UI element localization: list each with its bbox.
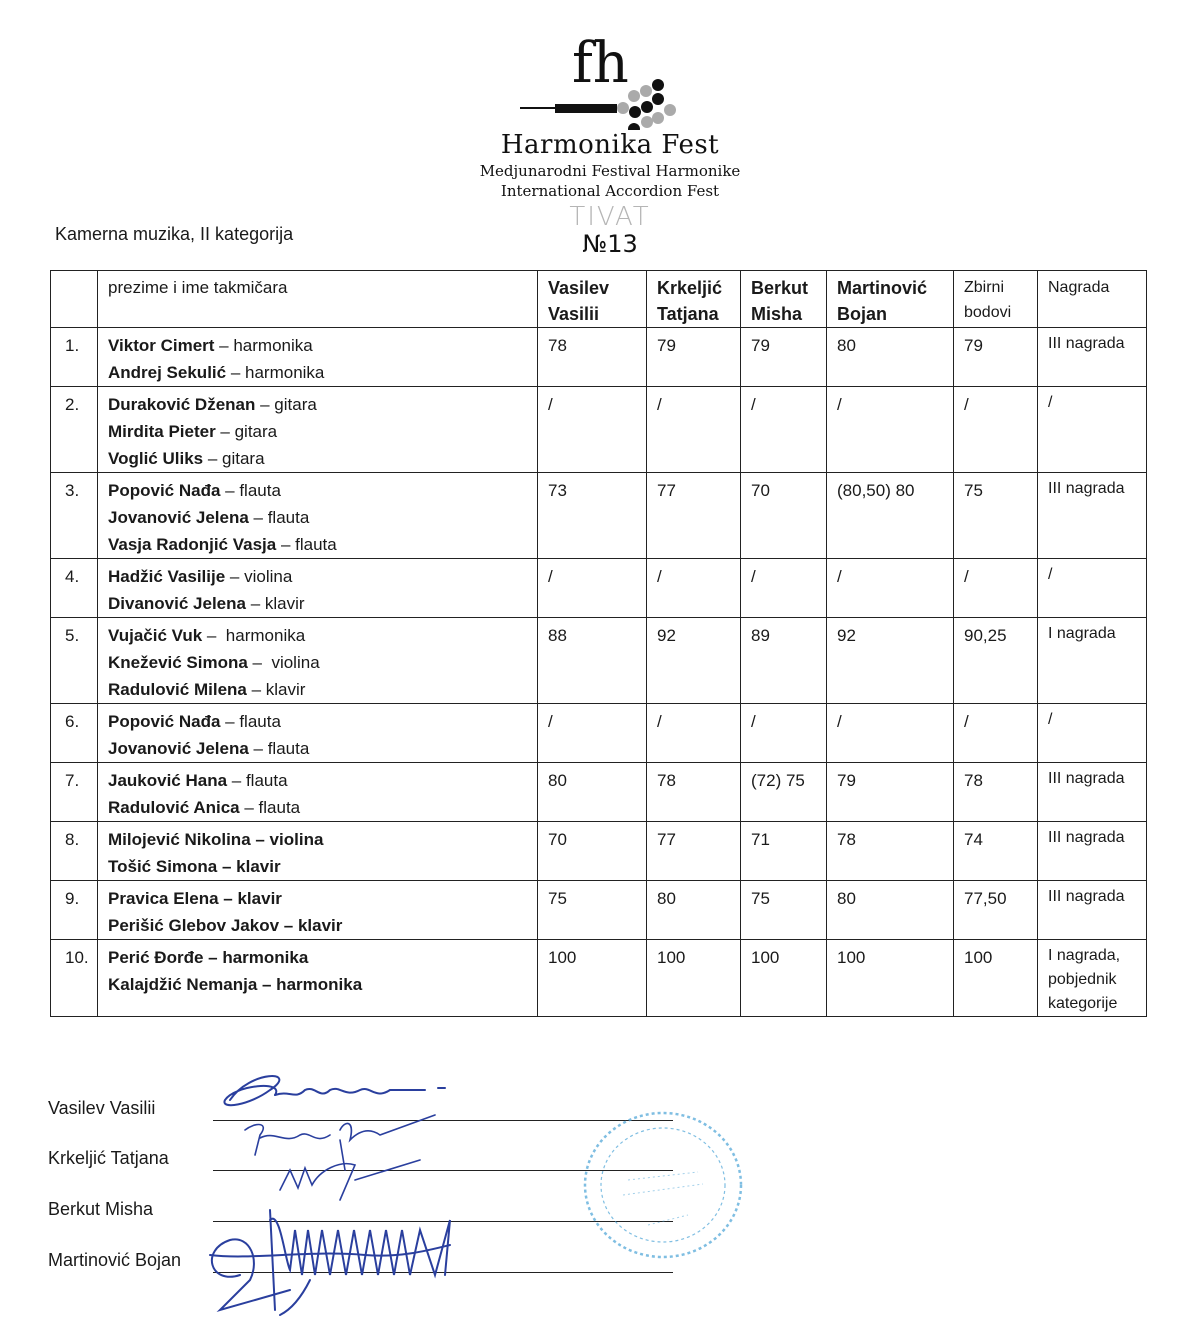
judge-1-score: 80 — [538, 763, 647, 822]
contestant-name: Perić Đorđe — [108, 948, 204, 967]
award: / — [1038, 704, 1147, 763]
row-number: 2. — [51, 387, 98, 473]
award-line: I nagrada, — [1048, 947, 1121, 964]
judge-1-score: 73 — [538, 473, 647, 559]
signature-judge-1 — [224, 1076, 445, 1105]
contestant-name: Jovanović Jelena — [108, 739, 249, 758]
contestant-instrument: – flauta — [220, 481, 281, 500]
row-number: 1. — [51, 328, 98, 387]
judge-2-score: 100 — [647, 940, 741, 1017]
table-row — [51, 704, 1147, 763]
table-row — [51, 618, 1147, 704]
signature-label: Krkeljić Tatjana — [48, 1148, 169, 1168]
contestant — [108, 885, 529, 912]
contestant-instrument: – flauta — [276, 535, 337, 554]
results-table — [50, 270, 1147, 1017]
contestant-name: Jovanović Jelena — [108, 508, 249, 527]
row-number: 9. — [51, 881, 98, 940]
judge-4-score: 100 — [827, 940, 954, 1017]
award — [1038, 940, 1147, 1017]
judge-2-score: 77 — [647, 822, 741, 881]
judge-2-score: 78 — [647, 763, 741, 822]
contestant-name: Tošić Simona — [108, 857, 218, 876]
total-score: 78 — [954, 763, 1038, 822]
judge-1-score: / — [538, 559, 647, 618]
total-score: / — [954, 704, 1038, 763]
contestant-name: Milojević Nikolina — [108, 830, 251, 849]
contestant-instrument: – klavir — [218, 889, 282, 908]
row-number: 10. — [51, 940, 98, 1017]
header-judge-1: Vasilev Vasilii — [538, 271, 647, 328]
contestants-cell — [98, 618, 538, 704]
contestant-name: Kalajdžić Nemanja — [108, 975, 258, 994]
header-contestant: prezime i ime takmičara — [98, 271, 538, 328]
category-title: Kamerna muzika, II kategorija — [55, 224, 294, 244]
judge-2-score: / — [647, 704, 741, 763]
judge-1-score: 70 — [538, 822, 647, 881]
header-total: Zbirni bodovi — [954, 271, 1038, 328]
award: III nagrada — [1038, 822, 1147, 881]
judge-1-score: / — [538, 704, 647, 763]
contestant — [108, 767, 529, 794]
judge-3-score: 71 — [741, 822, 827, 881]
contestant — [108, 912, 529, 939]
contestant — [108, 622, 529, 649]
table-row — [51, 881, 1147, 940]
contestant — [108, 504, 529, 531]
judge-1-score: 78 — [538, 328, 647, 387]
festival-name: Harmonika Fest — [500, 130, 720, 160]
contestant-instrument: – violina — [225, 567, 293, 586]
judge-3-score: / — [741, 559, 827, 618]
judge-1-score: 100 — [538, 940, 647, 1017]
contestant — [108, 944, 529, 971]
contestant-instrument: – gitara — [203, 449, 265, 468]
contestant — [108, 445, 529, 472]
total-score: / — [954, 387, 1038, 473]
award-line: pobjednik — [1048, 971, 1117, 988]
contestant-name: Mirdita Pieter — [108, 422, 216, 441]
contestant-instrument: – klavir — [279, 916, 343, 935]
table-row — [51, 473, 1147, 559]
judge-2-score: 80 — [647, 881, 741, 940]
award: III nagrada — [1038, 328, 1147, 387]
contestant-name: Pravica Elena — [108, 889, 219, 908]
official-stamp — [578, 1100, 748, 1270]
signature-judge-2 — [245, 1115, 435, 1170]
table-row — [51, 822, 1147, 881]
contestant-instrument: – violina — [247, 653, 320, 672]
judge-3-score: 79 — [741, 328, 827, 387]
contestant — [108, 676, 529, 703]
judge-3-score: / — [741, 387, 827, 473]
header-judge-2: Krkeljić Tatjana — [647, 271, 741, 328]
contestant-instrument: – flauta — [248, 508, 310, 527]
judge-3-score: 75 — [741, 881, 827, 940]
contestant-name: Vujačić Vuk — [108, 626, 203, 645]
contestant-instrument: – flauta — [239, 798, 301, 817]
judge-4-score: 79 — [827, 763, 954, 822]
contestant — [108, 332, 529, 359]
judge-3-score: 100 — [741, 940, 827, 1017]
row-number: 7. — [51, 763, 98, 822]
header-judge-4: Martinović Bojan — [827, 271, 954, 328]
award: I nagrada — [1038, 618, 1147, 704]
header-number — [51, 271, 98, 328]
contestant-name: Duraković Dženan — [108, 395, 256, 414]
row-number: 5. — [51, 618, 98, 704]
table-row — [51, 940, 1147, 1017]
judge-1-score: / — [538, 387, 647, 473]
table-row — [51, 328, 1147, 387]
contestant-name: Vasja Radonjić Vasja — [108, 535, 277, 554]
signature-label: Berkut Misha — [48, 1199, 154, 1219]
total-score: 79 — [954, 328, 1038, 387]
contestant — [108, 853, 529, 880]
row-number: 3. — [51, 473, 98, 559]
contestant-name: Popović Nađa — [108, 712, 221, 731]
award: III nagrada — [1038, 473, 1147, 559]
judge-2-score: 77 — [647, 473, 741, 559]
contestants-cell — [98, 822, 538, 881]
contestants-cell — [98, 559, 538, 618]
contestant — [108, 826, 529, 853]
total-score: 75 — [954, 473, 1038, 559]
table-header-row — [51, 271, 1147, 328]
festival-subtitle-local: Medjunarodni Festival Harmonike — [479, 162, 741, 180]
judge-4-score: (80,50) 80 — [827, 473, 954, 559]
contestant-name: Radulović Milena — [108, 680, 247, 699]
contestant — [108, 359, 529, 386]
contestant-name: Popović Nađa — [108, 481, 221, 500]
contestant — [108, 563, 529, 590]
contestant-name: Perišić Glebov Jakov — [108, 916, 280, 935]
contestant-instrument: – flauta — [220, 712, 281, 731]
contestant-name: Voglić Uliks — [108, 449, 204, 468]
contestant-instrument: – flauta — [227, 771, 288, 790]
award: III nagrada — [1038, 763, 1147, 822]
award: / — [1038, 387, 1147, 473]
judge-4-score: / — [827, 559, 954, 618]
signature-judge-4 — [210, 1210, 450, 1315]
festival-subtitle-english: International Accordion Fest — [500, 182, 720, 200]
judge-4-score: 92 — [827, 618, 954, 704]
table-row — [51, 763, 1147, 822]
contestant-name: Andrej Sekulić — [108, 363, 227, 382]
contestant — [108, 531, 529, 558]
contestant-instrument: – klavir — [217, 857, 281, 876]
contestant — [108, 418, 529, 445]
contestant — [108, 971, 529, 998]
judge-2-score: / — [647, 387, 741, 473]
judge-3-score: 89 — [741, 618, 827, 704]
handwritten-signatures — [190, 1060, 490, 1320]
contestant — [108, 794, 529, 821]
header-award: Nagrada — [1038, 271, 1147, 328]
signature-label: Martinović Bojan — [48, 1250, 182, 1270]
festival-city: TIVAT — [569, 202, 651, 232]
contestant — [108, 649, 529, 676]
contestant-instrument: – harmonika — [202, 626, 306, 645]
table-row — [51, 559, 1147, 618]
judge-3-score: (72) 75 — [741, 763, 827, 822]
judge-4-score: / — [827, 387, 954, 473]
contestants-cell — [98, 704, 538, 763]
judge-2-score: 79 — [647, 328, 741, 387]
contestants-cell — [98, 763, 538, 822]
logo-monogram: fh — [572, 31, 629, 96]
festival-edition: №13 — [582, 230, 638, 258]
contestant-instrument: – harmonika — [226, 363, 325, 382]
contestants-cell — [98, 387, 538, 473]
judge-1-score: 88 — [538, 618, 647, 704]
contestants-cell — [98, 881, 538, 940]
contestant-instrument: – harmonika — [214, 336, 313, 355]
festival-logo — [450, 30, 770, 260]
contestant-instrument: – flauta — [248, 739, 310, 758]
total-score: 90,25 — [954, 618, 1038, 704]
contestant-instrument: – gitara — [255, 395, 317, 414]
header-judge-3: Berkut Misha — [741, 271, 827, 328]
contestant-instrument: – violina — [250, 830, 324, 849]
signature-judge-3 — [280, 1160, 420, 1200]
contestant — [108, 590, 529, 617]
accordion-logo-icon — [510, 30, 710, 130]
contestant — [108, 735, 529, 762]
contestant-name: Radulović Anica — [108, 798, 240, 817]
contestant-name: Jauković Hana — [108, 771, 228, 790]
judge-1-score: 75 — [538, 881, 647, 940]
contestants-cell — [98, 328, 538, 387]
judge-4-score: 80 — [827, 328, 954, 387]
award: / — [1038, 559, 1147, 618]
judge-2-score: / — [647, 559, 741, 618]
contestants-cell — [98, 473, 538, 559]
contestant-instrument: – klavir — [246, 680, 306, 699]
row-number: 4. — [51, 559, 98, 618]
award: III nagrada — [1038, 881, 1147, 940]
judge-4-score: 78 — [827, 822, 954, 881]
contestant-name: Knežević Simona — [108, 653, 248, 672]
contestant — [108, 477, 529, 504]
total-score: 74 — [954, 822, 1038, 881]
award-line: kategorije — [1048, 995, 1118, 1012]
total-score: 77,50 — [954, 881, 1038, 940]
judge-3-score: 70 — [741, 473, 827, 559]
contestants-cell — [98, 940, 538, 1017]
contestant-name: Hadžić Vasilije — [108, 567, 226, 586]
contestant-name: Viktor Cimert — [108, 336, 215, 355]
judge-3-score: / — [741, 704, 827, 763]
contestant-instrument: – klavir — [245, 594, 305, 613]
contestant-instrument: – harmonika — [203, 948, 309, 967]
judge-2-score: 92 — [647, 618, 741, 704]
table-row — [51, 387, 1147, 473]
contestant-instrument: – gitara — [215, 422, 278, 441]
row-number: 6. — [51, 704, 98, 763]
contestant-instrument: – harmonika — [257, 975, 363, 994]
total-score: / — [954, 559, 1038, 618]
total-score: 100 — [954, 940, 1038, 1017]
row-number: 8. — [51, 822, 98, 881]
judge-4-score: 80 — [827, 881, 954, 940]
judge-4-score: / — [827, 704, 954, 763]
contestant — [108, 391, 529, 418]
contestant-name: Divanović Jelena — [108, 594, 246, 613]
signature-label: Vasilev Vasilii — [48, 1098, 156, 1118]
contestant — [108, 708, 529, 735]
